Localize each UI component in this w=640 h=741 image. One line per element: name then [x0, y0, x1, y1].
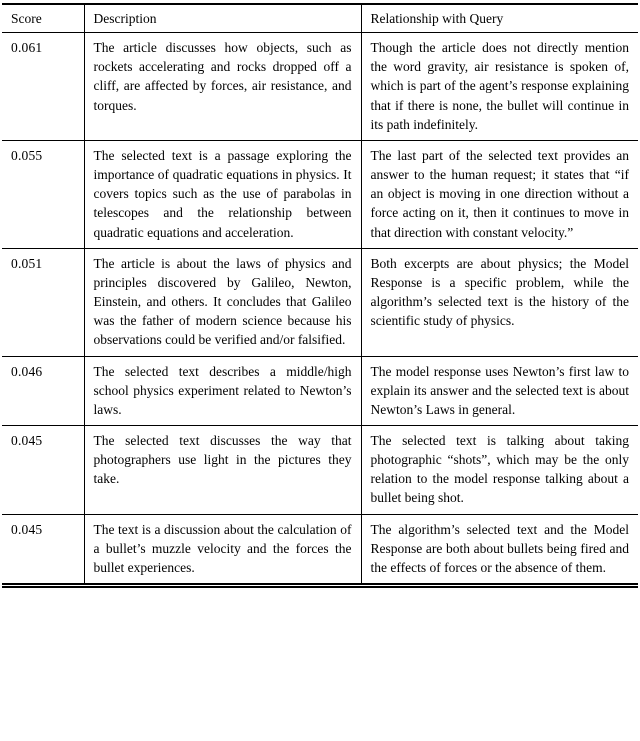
header-row	[2, 4, 638, 33]
table-row	[2, 248, 638, 356]
score-cell: 0.051	[2, 248, 84, 356]
relationship-cell: The selected text is talking about taking photographic “shots”, which may be the only relation to the model response talking about a bullet being shot.	[361, 425, 638, 514]
header-description: Description	[84, 4, 361, 33]
relationship-cell: Both excerpts are about physics; the Model Response is a specific problem, while the algorithm’s selected text is the history of the scientific study of physics.	[361, 248, 638, 356]
relationship-cell: Though the article does not directly mention the word gravity, air resistance is spoken of, which is part of the agent’s response explaining that if there is none, the bullet will continue in its path indefinitely.	[361, 33, 638, 141]
description-cell: The article is about the laws of physics and principles discovered by Galileo, Newton, Einstein, and others. It concludes that Galileo was the father of modern science because his observations could be verified and/or falsified.	[84, 248, 361, 356]
table-row	[2, 514, 638, 585]
table-row	[2, 356, 638, 425]
table-row	[2, 33, 638, 141]
relationship-cell: The model response uses Newton’s first law to explain its answer and the selected text is about Newton’s Laws in general.	[361, 356, 638, 425]
score-cell: 0.061	[2, 33, 84, 141]
description-cell: The article discusses how objects, such as rockets accelerating and rocks dropped off a cliff, are affected by forces, air resistance, and torques.	[84, 33, 361, 141]
score-cell: 0.055	[2, 140, 84, 248]
score-cell: 0.046	[2, 356, 84, 425]
relationship-cell: The algorithm’s selected text and the Model Response are both about bullets being fired and the effects of forces or the absence of them.	[361, 514, 638, 585]
results-table	[2, 3, 638, 588]
table-row	[2, 425, 638, 514]
description-cell: The selected text is a passage exploring the importance of quadratic equations in physics. It covers topics such as the use of parabolas in telescopes and the relationship between quadratic equations and acceleration.	[84, 140, 361, 248]
table-header	[2, 4, 638, 33]
score-cell: 0.045	[2, 425, 84, 514]
header-score: Score	[2, 4, 84, 33]
score-cell: 0.045	[2, 514, 84, 585]
description-cell: The selected text discusses the way that photographers use light in the pictures they take.	[84, 425, 361, 514]
description-cell: The text is a discussion about the calculation of a bullet’s muzzle velocity and the forces the bullet experiences.	[84, 514, 361, 585]
description-cell: The selected text describes a middle/high school physics experiment related to Newton’s laws.	[84, 356, 361, 425]
header-relationship: Relationship with Query	[361, 4, 638, 33]
relationship-cell: The last part of the selected text provides an answer to the human request; it states that “if an object is moving in one direction without a force acting on it, then it continues to move in that direction with constant velocity.”	[361, 140, 638, 248]
table-row	[2, 140, 638, 248]
